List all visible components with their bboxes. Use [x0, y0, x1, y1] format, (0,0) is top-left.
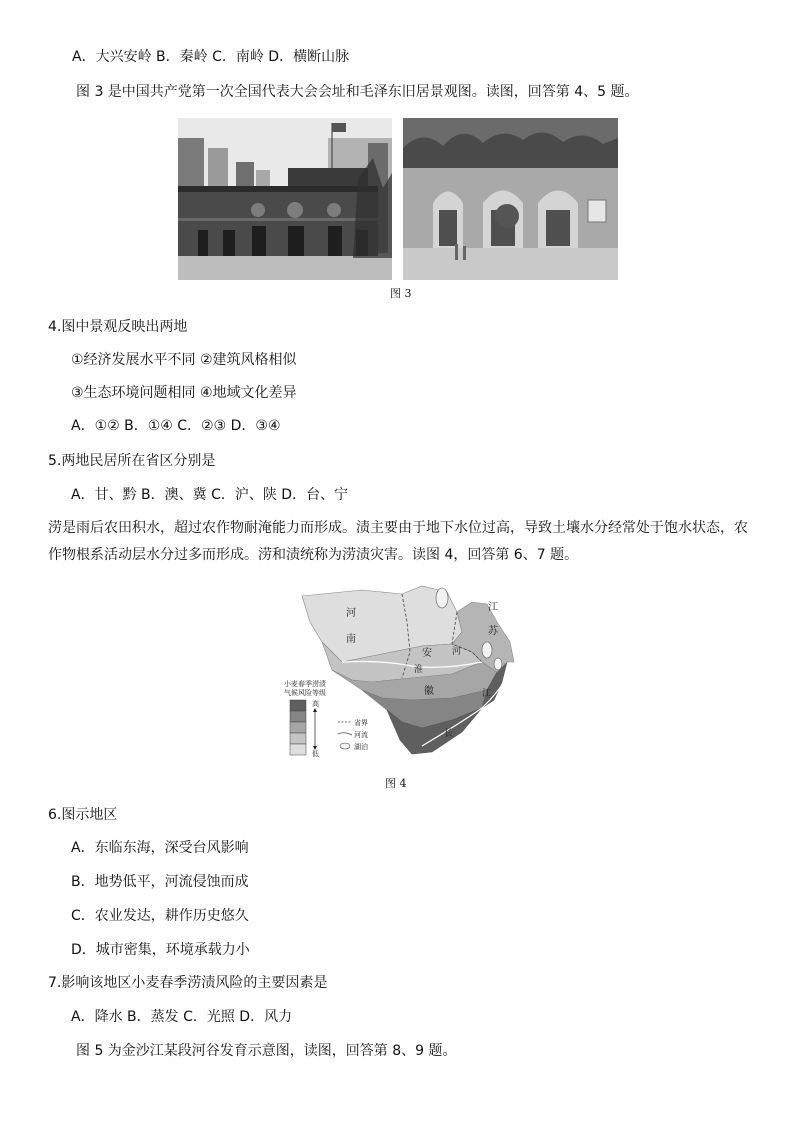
- q7-stem: 7.影响该地区小麦春季涝渍风险的主要因素是: [48, 975, 328, 991]
- q6-option-a: A．东临东海，深受台风影响: [71, 840, 249, 856]
- legend-title-2: 气候风险等级: [284, 689, 326, 697]
- photo-congress-site: [178, 118, 392, 280]
- legend-swatch-4: [290, 733, 306, 744]
- legend-swatch-3: [290, 722, 306, 733]
- legend-lake: 湖泊: [354, 743, 368, 751]
- label-changjiang-1: 长: [444, 729, 454, 739]
- q6-option-c: C．农业发达，耕作历史悠久: [71, 908, 249, 924]
- fig3-caption: 图 3: [390, 287, 412, 300]
- para-line-1: 涝是雨后农田积水，超过农作物耐淹能力而形成。渍主要由于地下水位过高，导致土壤水分经常处于饱水状态，农: [48, 520, 748, 536]
- legend-low: 低: [312, 750, 319, 758]
- legend-lake-sample: [340, 743, 350, 749]
- fig5-intro: 图 5 为金沙江某段河谷发育示意图，读图，回答第 8、9 题。: [76, 1043, 457, 1059]
- label-jiangsu-2: 苏: [488, 626, 498, 637]
- legend-border: 省界: [354, 719, 368, 727]
- lake-east-2: [494, 658, 502, 670]
- fig4-caption: 图 4: [385, 777, 407, 790]
- q4-stem: 4.图中景观反映出两地: [48, 319, 188, 335]
- legend-title-1: 小麦春季涝渍: [284, 680, 326, 688]
- lake-east: [482, 642, 492, 658]
- label-henan-1: 河: [346, 608, 356, 619]
- label-anhui-1: 安: [422, 648, 432, 659]
- label-huaihe-1: 淮: [414, 665, 424, 675]
- fig3-intro: 图 3 是中国共产党第一次全国代表大会会址和毛泽东旧居景观图。读图，回答第 4、5 题。: [76, 84, 639, 100]
- q7-options: A．降水 B．蒸发 C．光照 D．风力: [71, 1009, 293, 1025]
- label-changjiang-2: 江: [482, 689, 492, 699]
- legend-high: 高: [312, 700, 319, 708]
- legend-swatch-5: [290, 744, 306, 755]
- q4-items-b: ③生态环境问题相同 ④地域文化差异: [71, 385, 297, 401]
- label-jiangsu-1: 江: [488, 602, 498, 613]
- para-line-2: 作物根系活动层水分过多而形成。涝和渍统称为涝渍灾害。读图 4，回答第 6、7 题。: [48, 547, 579, 563]
- q6-option-d: D．城市密集，环境承载力小: [71, 942, 250, 958]
- label-huaihe-2: 河: [452, 647, 462, 657]
- lake-north: [436, 588, 448, 608]
- q3-options: A．大兴安岭 B．秦岭 C．南岭 D．横断山脉: [72, 49, 350, 65]
- legend-river-sample: [338, 733, 352, 735]
- photo-mao-residence: [403, 118, 618, 280]
- legend-swatch-1: [290, 700, 306, 711]
- label-anhui-2: 徽: [424, 686, 434, 697]
- q6-stem: 6.图示地区: [48, 807, 118, 823]
- q4-options: A．①② B．①④ C．②③ D．③④: [71, 418, 281, 434]
- figure-4-map: [282, 582, 516, 760]
- q5-options: A．甘、黔 B．澳、冀 C．沪、陕 D．台、宁: [71, 487, 349, 503]
- legend-swatches: [290, 700, 306, 755]
- legend-swatch-2: [290, 711, 306, 722]
- q5-stem: 5.两地民居所在省区分别是: [48, 453, 216, 469]
- legend-river: 河流: [354, 731, 368, 739]
- q6-option-b: B．地势低平，河流侵蚀而成: [71, 874, 249, 890]
- label-henan-2: 南: [346, 634, 356, 645]
- q4-items-a: ①经济发展水平不同 ②建筑风格相似: [71, 352, 297, 368]
